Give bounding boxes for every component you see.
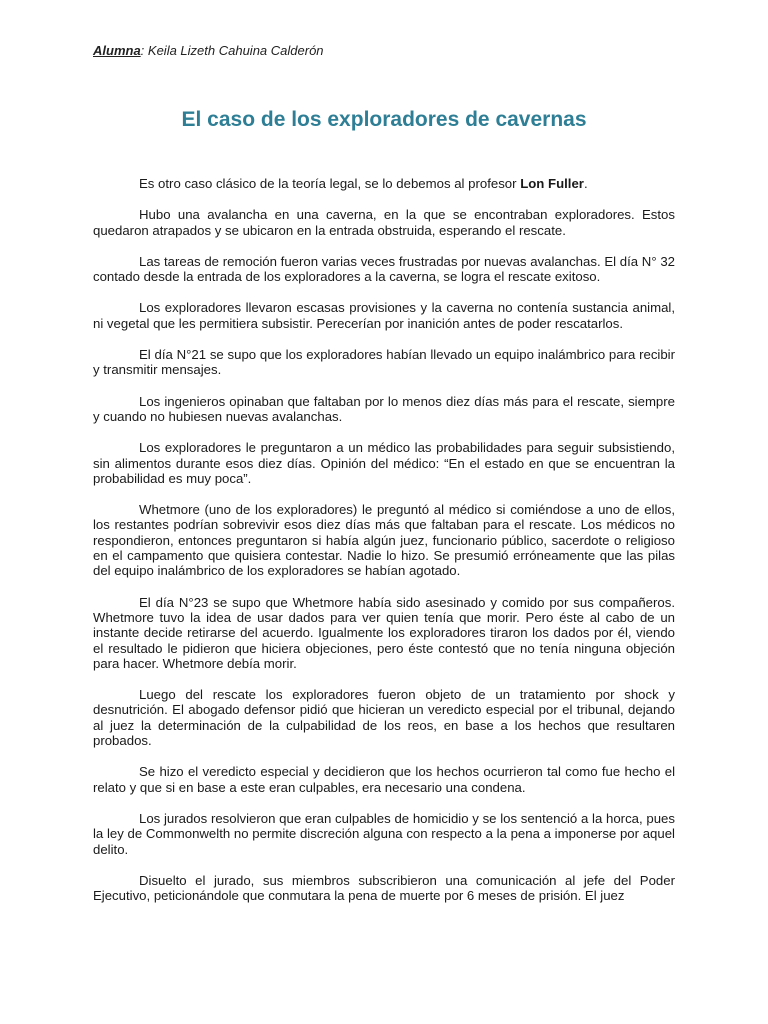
paragraph-13: Disuelto el jurado, sus miembros subscribieron una comunicación al jefe del Poder Ejecutivo, peticionándole que conmutara la pena de muerte por 6 meses de prisión. El juez: [93, 872, 675, 904]
paragraph-5: El día N°21 se supo que los exploradores habían llevado un equipo inalámbrico para recibir y transmitir mensajes.: [93, 347, 675, 378]
paragraph-7: Los exploradores le preguntaron a un médico las probabilidades para seguir subsistiendo, sin alimentos durante esos diez días. Opinión del médico: “En el estado en que se encuentran la probabilidad es muy poca”.: [93, 440, 675, 486]
professor-name: Lon Fuller: [520, 176, 584, 191]
paragraph-1: [93, 176, 675, 191]
paragraph-4: Los exploradores llevaron escasas provisiones y la caverna no contenía sustancia animal, ni vegetal que les permitiera subsistir. Perecerían por inanición antes de poder rescatarlos.: [93, 300, 675, 331]
author-name: Keila Lizeth Cahuina Calderón: [144, 43, 324, 58]
paragraph-11: Se hizo el veredicto especial y decidieron que los hechos ocurrieron tal como fue hecho el relato y que si en base a este eran culpables, era necesario una condena.: [93, 764, 675, 795]
author-label: Alumna: [93, 43, 141, 58]
author-separator: :: [140, 43, 145, 58]
paragraph-1-text: Es otro caso clásico de la teoría legal, se lo debemos al profesor: [139, 176, 521, 191]
paragraph-12: Los jurados resolvieron que eran culpables de homicidio y se los sentenció a la horca, pues la ley de Commonwelth no permite discreción alguna con respecto a la pena a imponerse por aquel delito.: [93, 810, 675, 857]
author-line: [93, 43, 324, 58]
paragraph-8: Whetmore (uno de los exploradores) le preguntó al médico si comiéndose a uno de ellos, los restantes podrían sobrevivir esos diez días más que faltaban para el rescate. Los médicos no respondieron, entonces preguntaron si había algún juez, funcionario público, sacerdote o religioso en el campamento que quisiera contestar. Nadie lo hizo. Se presumió erróneamente que las pilas del equipo inalámbrico de los exploradores se habían agotado.: [93, 502, 675, 579]
paragraph-10: Luego del rescate los exploradores fueron objeto de un tratamiento por shock y desnutrición. El abogado defensor pidió que hicieran un veredicto especial por el tribunal, dejando al juez la determinación de la culpabilidad de los reos, en base a los hechos que resultaren probados.: [93, 687, 675, 749]
document-title: El caso de los exploradores de cavernas: [181, 108, 587, 131]
paragraph-3: Las tareas de remoción fueron varias veces frustradas por nuevas avalanchas. El día N° 32 contado desde la entrada de los exploradores a la caverna, se logra el rescate exitoso.: [93, 253, 675, 285]
paragraph-2: Hubo una avalancha en una caverna, en la que se encontraban exploradores. Estos quedaron atrapados y se ubicaron en la entrada obstruida, esperando el rescate.: [93, 207, 675, 238]
document-body: [93, 176, 675, 919]
paragraph-1-end: .: [583, 176, 588, 191]
paragraph-6: Los ingenieros opinaban que faltaban por lo menos diez días más para el rescate, siempre y cuando no hubiesen nuevas avalanchas.: [93, 393, 675, 424]
paragraph-9: El día N°23 se supo que Whetmore había sido asesinado y comido por sus compañeros. Whetmore tuvo la idea de usar dados para ver quien tenía que morir. Pero éste al cabo de un instante decide retirarse del acuerdo. Igualmente los exploradores tiraron los dados por él, viendo el resultado le pidieron que hiciera objeciones, pero éste contestó que no tenía ninguna objeción para hacer. Whetmore debía morir.: [93, 594, 675, 671]
